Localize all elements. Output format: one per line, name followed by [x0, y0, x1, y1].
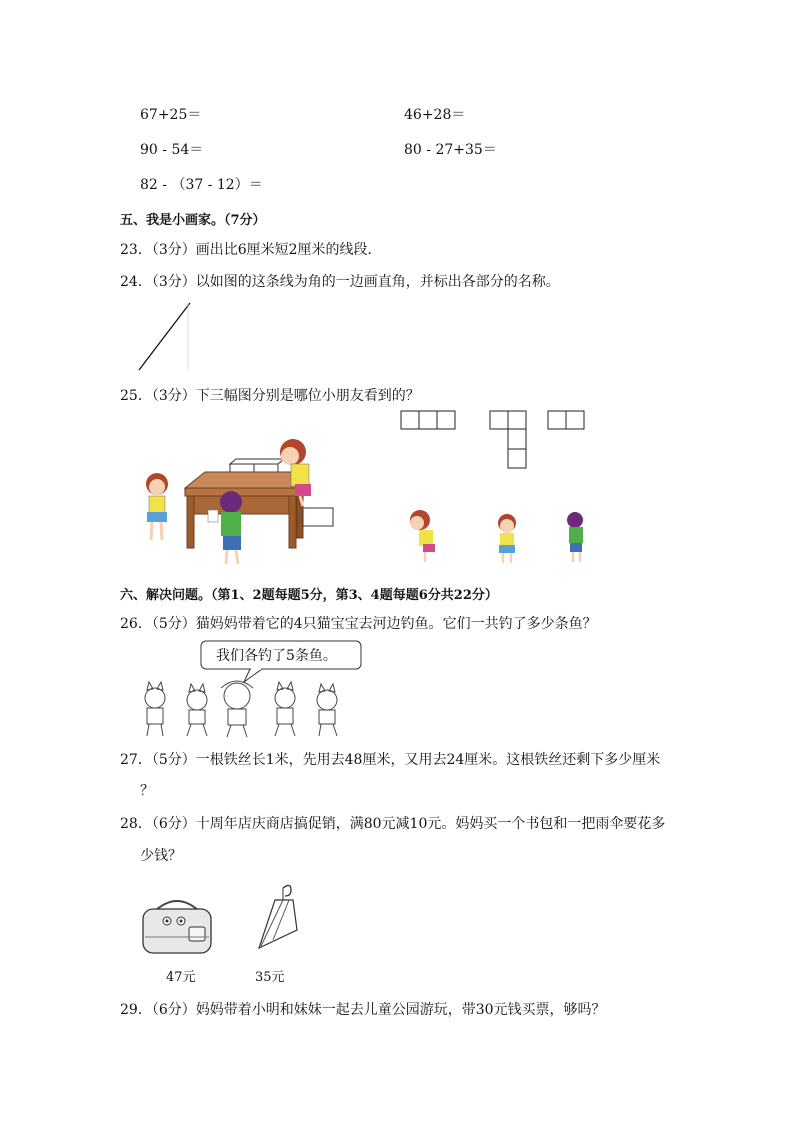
question-26: 26．（5分）猫妈妈带着它的4只猫宝宝去河边钓鱼。它们一共钓了多少条鱼？ [120, 616, 597, 632]
question-28-line-1: 28．（6分）十周年店庆商店搞促销，满80元减10元。妈妈买一个书包和一把雨伞要花多 [120, 816, 666, 832]
section-5-title: 五、我是小画家。（7分） [120, 213, 266, 228]
table-scene-figure [135, 432, 345, 572]
question-28-line-2: 少钱？ [140, 848, 182, 864]
question-29: 29．（6分）妈妈带着小明和妹妹一起去儿童公园游玩，带30元钱买票，够吗？ [120, 1002, 606, 1018]
question-27-line-2: ？ [140, 783, 154, 799]
calc-problem-2: 46+28＝ [404, 107, 466, 123]
calc-problem-1: 67+25＝ [140, 107, 202, 123]
cats-fishing-figure [137, 680, 362, 740]
calc-problem-5: 82 - （37 - 12）＝ [140, 177, 263, 193]
angle-side-figure [136, 300, 196, 375]
speech-bubble-text: 我们各钓了5条鱼。 [216, 648, 337, 664]
bag-price-label: 47元 [166, 970, 196, 985]
schoolbag-icon [137, 893, 217, 958]
three-views-figure [395, 405, 595, 570]
calc-problem-4: 80 - 27+35＝ [404, 142, 497, 158]
question-24: 24．（3分）以如图的这条线为角的一边画直角，并标出各部分的名称。 [120, 274, 560, 290]
question-27-line-1: 27．（5分）一根铁丝长1米，先用去48厘米，又用去24厘米。这根铁丝还剩下多少厘米 [120, 752, 661, 768]
section-6-title: 六、解决问题。（第1、2题每题5分，第3、4题每题6分共22分） [120, 588, 498, 603]
question-23: 23．（3分）画出比6厘米短2厘米的线段． [120, 242, 382, 258]
umbrella-icon [253, 880, 303, 955]
question-25: 25．（3分）下三幅图分别是哪位小朋友看到的？ [120, 388, 420, 404]
umbrella-price-label: 35元 [255, 970, 285, 985]
calc-problem-3: 90 - 54＝ [140, 142, 204, 158]
